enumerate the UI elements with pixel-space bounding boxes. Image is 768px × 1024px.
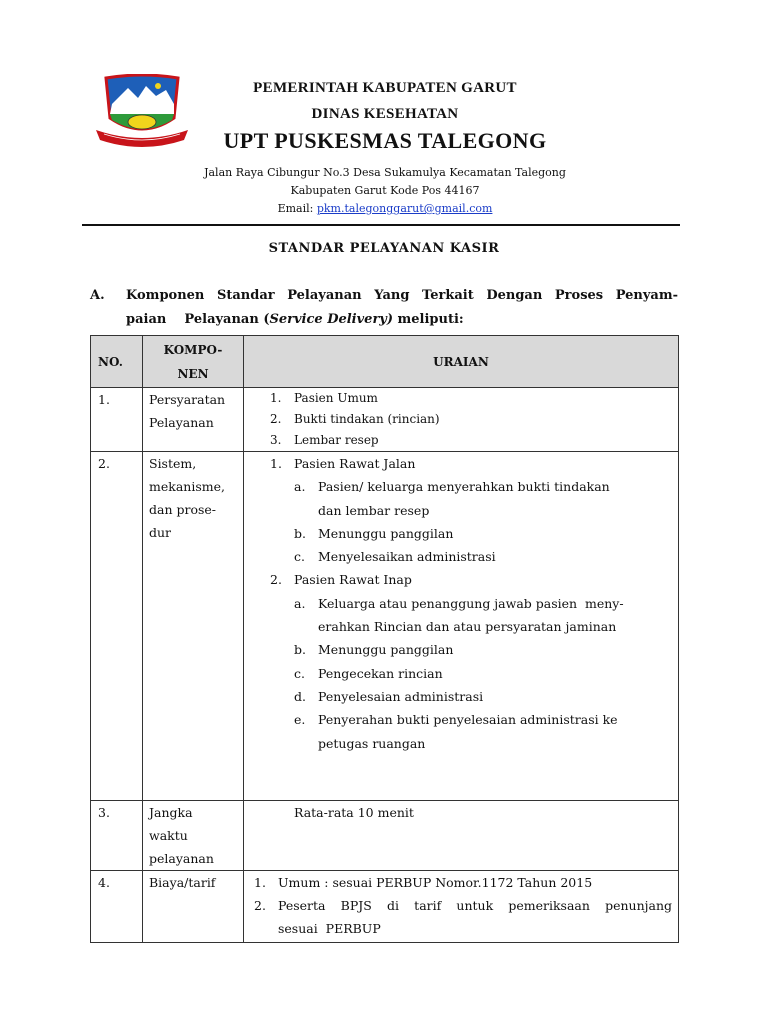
list-item-cont: dan lembar resep xyxy=(318,502,430,518)
row2-uraian xyxy=(244,452,679,801)
list-item: 1. Umum : sesuai PERBUP Nomor.1172 Tahun 2015 xyxy=(254,875,593,890)
list-item: b. Menunggu panggilan xyxy=(294,642,454,658)
row3-komponen-line: Jangka xyxy=(149,805,193,820)
row3-no: 3. xyxy=(91,801,143,871)
row2-komponen-line: mekanisme, xyxy=(149,479,225,494)
table-row xyxy=(91,871,679,943)
row2-no: 2. xyxy=(91,452,143,801)
section-heading-line2-prefix: paian Pelayanan ( xyxy=(126,312,270,327)
header-komponen xyxy=(143,336,244,388)
header-komponen-line2: NEN xyxy=(177,366,209,381)
row2-komponen-line: Sistem, xyxy=(149,456,197,471)
list-item: 2. Peserta BPJS di tarif untuk pemeriksaan penunjang xyxy=(254,898,672,913)
list-item-cont: sesuai PERBUP xyxy=(278,921,381,936)
list-item: e. Penyerahan bukti penyelesaian administrasi ke xyxy=(294,712,618,728)
row1-uraian xyxy=(244,388,679,452)
row3-komponen xyxy=(143,801,244,871)
row1-no: 1. xyxy=(91,388,143,452)
table-row xyxy=(91,801,679,871)
list-item: a. Pasien/ keluarga menyerahkan bukti tindakan xyxy=(294,479,610,495)
service-standard-table xyxy=(90,335,679,943)
header-komponen-line1: KOMPO- xyxy=(163,342,223,357)
row4-komponen: Biaya/tarif xyxy=(143,871,244,943)
section-heading-italic: Service Delivery) xyxy=(269,312,393,327)
header-email-line xyxy=(140,202,630,215)
document-title: STANDAR PELAYANAN KASIR xyxy=(268,241,500,256)
group-title: 1. Pasien Rawat Jalan xyxy=(270,456,416,471)
row4-uraian xyxy=(244,871,679,943)
list-item: c. Pengecekan rincian xyxy=(294,665,443,681)
row1-komponen-line1: Persyaratan xyxy=(149,392,226,407)
row4-no: 4. xyxy=(91,871,143,943)
row3-komponen-line: waktu xyxy=(149,828,188,843)
header-uraian: URAIAN xyxy=(244,336,679,388)
section-letter: A. xyxy=(90,288,105,303)
row3-uraian: Rata-rata 10 menit xyxy=(244,801,679,871)
list-item: 1. Pasien Umum xyxy=(270,391,378,405)
row1-komponen-line2: Pelayanan xyxy=(149,415,214,430)
list-item: a. Keluarga atau penanggung jawab pasien meny- xyxy=(294,595,624,611)
table-header-row xyxy=(91,336,679,388)
row2-komponen-line: dur xyxy=(149,525,172,540)
row2-komponen-line: dan prose- xyxy=(149,502,217,517)
list-item-cont: petugas ruangan xyxy=(318,735,426,751)
email-link[interactable]: pkm.talegonggarut@gmail.com xyxy=(316,202,493,215)
header-address-line1: Jalan Raya Cibungur No.3 Desa Sukamulya Kecamatan Talegong xyxy=(204,166,566,179)
section-heading-line2-suffix: meliputi: xyxy=(393,312,464,327)
row3-komponen-line: pelayanan xyxy=(149,851,214,866)
email-label: Email: xyxy=(277,202,314,215)
table-row xyxy=(91,388,679,452)
header-no: NO. xyxy=(91,336,143,388)
section-heading-line1: Komponen Standar Pelayanan Yang Terkait Dengan Proses Penyam- xyxy=(126,288,678,303)
row1-komponen xyxy=(143,388,244,452)
header-divider xyxy=(82,224,680,226)
header-institution: UPT PUSKESMAS TALEGONG xyxy=(223,128,547,153)
list-item: 2. Bukti tindakan (rincian) xyxy=(270,412,440,426)
header-address-line2: Kabupaten Garut Kode Pos 44167 xyxy=(290,184,480,197)
section-heading-line2 xyxy=(126,312,464,327)
list-item: 3. Lembar resep xyxy=(270,433,379,447)
list-item-cont: erahkan Rincian dan atau persyaratan jaminan xyxy=(318,619,617,635)
row2-komponen xyxy=(143,452,244,801)
list-item: b. Menunggu panggilan xyxy=(294,525,454,541)
list-item: d. Penyelesaian administrasi xyxy=(294,688,484,704)
table-row xyxy=(91,452,679,801)
header-department: DINAS KESEHATAN xyxy=(311,106,459,122)
list-item: c. Menyelesaikan administrasi xyxy=(294,549,496,565)
header-government: PEMERINTAH KABUPATEN GARUT xyxy=(253,80,517,96)
group-title: 2. Pasien Rawat Inap xyxy=(270,572,412,588)
